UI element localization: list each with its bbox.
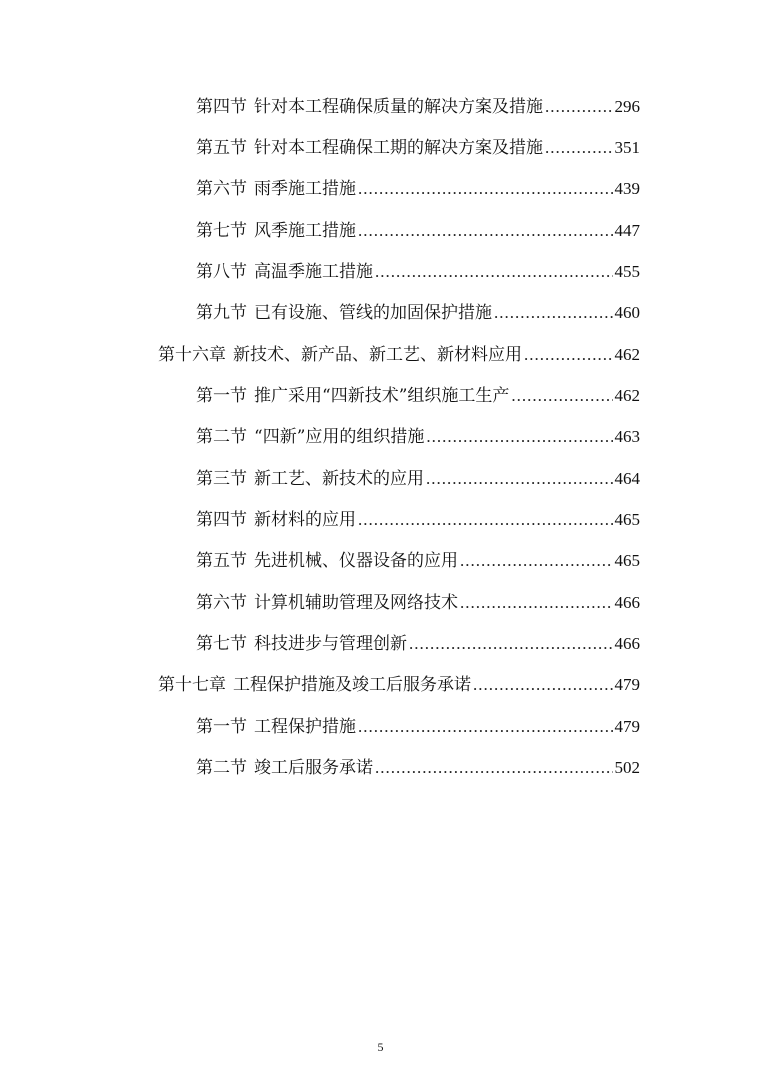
toc-entry-page: 479 bbox=[614, 717, 640, 736]
toc-entry-page: 296 bbox=[614, 97, 640, 116]
toc-entry-title: 科技进步与管理创新 bbox=[254, 634, 407, 654]
toc-entry-number: 第一节 bbox=[196, 717, 247, 737]
toc-entry-label bbox=[196, 298, 492, 328]
toc-entry bbox=[196, 588, 640, 618]
dot-leader bbox=[358, 216, 613, 246]
toc-entry-title: 新工艺、新技术的应用 bbox=[254, 469, 424, 489]
toc-entry bbox=[196, 464, 640, 494]
toc-entry-number: 第九节 bbox=[196, 303, 247, 323]
toc-entry-title: 已有设施、管线的加固保护措施 bbox=[254, 303, 492, 323]
toc-entry-title: 针对本工程确保工期的解决方案及措施 bbox=[254, 138, 543, 158]
dot-leader bbox=[460, 588, 613, 618]
toc-entry-title: 风季施工措施 bbox=[254, 221, 356, 241]
toc-entry-number: 第三节 bbox=[196, 469, 247, 489]
toc-entry-title: 雨季施工措施 bbox=[254, 179, 356, 199]
toc-entry-title: 针对本工程确保质量的解决方案及措施 bbox=[254, 97, 543, 117]
toc-entry-number: 第七节 bbox=[196, 221, 247, 241]
toc-entry bbox=[196, 298, 640, 328]
dot-leader bbox=[375, 753, 613, 783]
toc-entry-title: 新材料的应用 bbox=[254, 510, 356, 530]
toc-entry-label bbox=[158, 340, 522, 370]
toc-entry-label bbox=[196, 629, 407, 659]
toc-entry-page: 462 bbox=[614, 345, 640, 364]
toc-entry-number: 第十七章 bbox=[158, 675, 226, 695]
dot-leader bbox=[473, 670, 613, 700]
toc-entry-number: 第一节 bbox=[196, 386, 247, 406]
toc-entry-number: 第二节 bbox=[196, 427, 247, 447]
toc-entry-number: 第六节 bbox=[196, 179, 247, 199]
toc-chapter-entry bbox=[158, 340, 640, 370]
toc-entry-page: 465 bbox=[614, 551, 640, 570]
page-number: 5 bbox=[377, 1040, 384, 1054]
dot-leader bbox=[494, 298, 613, 328]
toc-entry-number: 第十六章 bbox=[158, 345, 226, 365]
toc-entry-label bbox=[196, 753, 373, 783]
toc-entry-title: “四新”应用的组织措施 bbox=[254, 427, 425, 447]
dot-leader bbox=[545, 92, 613, 122]
toc-entry-label bbox=[158, 670, 471, 700]
toc-entry-page: 462 bbox=[614, 386, 640, 405]
toc-entry-label bbox=[196, 216, 356, 246]
toc-entry bbox=[196, 174, 640, 204]
toc-entry-label bbox=[196, 133, 543, 163]
toc-entry-title: 新技术、新产品、新工艺、新材料应用 bbox=[233, 345, 522, 365]
toc-entry-title: 高温季施工措施 bbox=[254, 262, 373, 282]
toc-entry-page: 479 bbox=[614, 675, 640, 694]
toc-entry-label bbox=[196, 505, 356, 535]
dot-leader bbox=[426, 422, 612, 452]
toc-entry-number: 第二节 bbox=[196, 758, 247, 778]
toc-entry-number: 第五节 bbox=[196, 138, 247, 158]
toc-entry-label bbox=[196, 381, 509, 411]
dot-leader bbox=[409, 629, 613, 659]
toc-entry-number: 第四节 bbox=[196, 510, 247, 530]
toc-entry-title: 工程保护措施 bbox=[254, 717, 356, 737]
toc-entry-label bbox=[196, 257, 373, 287]
toc-entry bbox=[196, 133, 640, 163]
toc-entry-title: 推广采用“四新技术”组织施工生产 bbox=[254, 386, 510, 406]
toc-entry bbox=[196, 381, 640, 411]
dot-leader bbox=[375, 257, 613, 287]
toc-entry-page: 447 bbox=[614, 221, 640, 240]
toc-entry-number: 第八节 bbox=[196, 262, 247, 282]
toc-entry-page: 439 bbox=[614, 179, 640, 198]
toc-entry bbox=[196, 505, 640, 535]
toc-entry-label bbox=[196, 588, 458, 618]
toc-entry bbox=[196, 92, 640, 122]
dot-leader bbox=[358, 712, 613, 742]
dot-leader bbox=[426, 464, 613, 494]
toc-entry-page: 351 bbox=[614, 138, 640, 157]
toc-entry-number: 第五节 bbox=[196, 551, 247, 571]
toc-entry-page: 502 bbox=[614, 758, 640, 777]
toc-entry-label bbox=[196, 174, 356, 204]
toc-entry bbox=[196, 216, 640, 246]
toc-entry-page: 465 bbox=[614, 510, 640, 529]
toc-entry-title: 先进机械、仪器设备的应用 bbox=[254, 551, 458, 571]
toc-entry-page: 455 bbox=[614, 262, 640, 281]
dot-leader bbox=[511, 381, 612, 411]
toc-entry-page: 466 bbox=[614, 593, 640, 612]
toc-entry-label bbox=[196, 712, 356, 742]
toc-entry bbox=[196, 712, 640, 742]
dot-leader bbox=[545, 133, 613, 163]
toc-entry-title: 工程保护措施及竣工后服务承诺 bbox=[233, 675, 471, 695]
toc-entry bbox=[196, 546, 640, 576]
toc-entry bbox=[196, 629, 640, 659]
toc-entry bbox=[196, 422, 640, 452]
toc-entry-label bbox=[196, 546, 458, 576]
dot-leader bbox=[460, 546, 613, 576]
toc-entry bbox=[196, 753, 640, 783]
dot-leader bbox=[358, 505, 613, 535]
toc-entry-title: 竣工后服务承诺 bbox=[254, 758, 373, 778]
dot-leader bbox=[524, 340, 613, 370]
toc-entry-label bbox=[196, 92, 543, 122]
dot-leader bbox=[358, 174, 613, 204]
toc-entry-page: 460 bbox=[614, 303, 640, 322]
toc-entry-title: 计算机辅助管理及网络技术 bbox=[254, 593, 458, 613]
toc-entry-label bbox=[196, 464, 424, 494]
toc-entry-page: 464 bbox=[614, 469, 640, 488]
toc-entry-label bbox=[196, 422, 424, 452]
toc-entry-number: 第四节 bbox=[196, 97, 247, 117]
toc-entry-page: 463 bbox=[614, 427, 640, 446]
toc-entry bbox=[196, 257, 640, 287]
toc-entry-number: 第六节 bbox=[196, 593, 247, 613]
toc-chapter-entry bbox=[158, 670, 640, 700]
toc-entry-page: 466 bbox=[614, 634, 640, 653]
toc-entry-number: 第七节 bbox=[196, 634, 247, 654]
